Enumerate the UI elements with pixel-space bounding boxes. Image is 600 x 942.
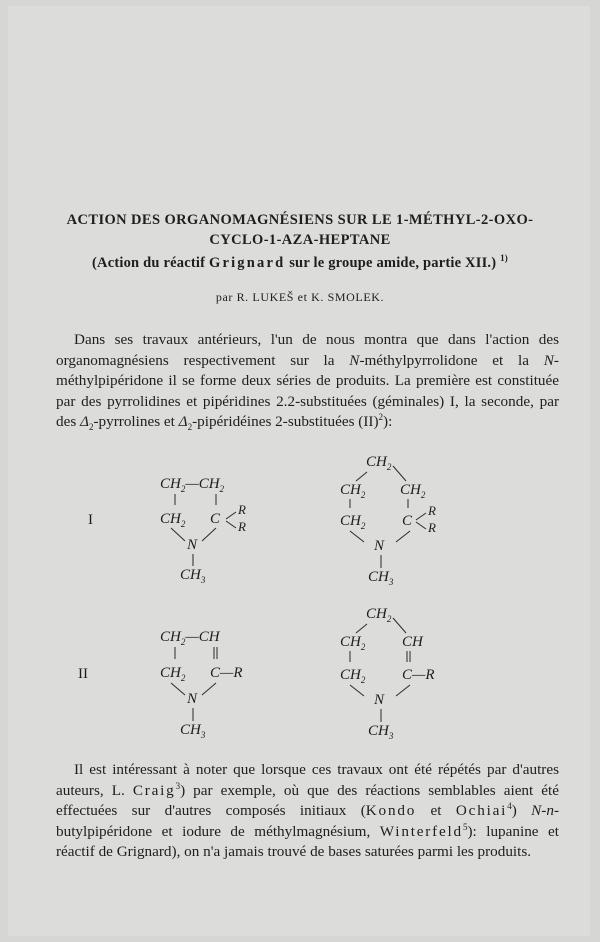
para1-delta2: Δ bbox=[178, 413, 188, 431]
II-left-n: N bbox=[187, 691, 198, 707]
title-grignard: Grignard bbox=[208, 255, 286, 271]
para1-text-a: Dans ses travaux antérieurs, l'un de nous montra que dans l'action des organomagnésiens respectivement sur la bbox=[56, 331, 559, 369]
I-left-n: N bbox=[187, 537, 198, 553]
I-right-c: C bbox=[402, 513, 413, 529]
para2-text-d: ) bbox=[511, 802, 532, 820]
I-right-ch2-c: $CH_2$ bbox=[340, 513, 366, 531]
I-left-r1: R bbox=[238, 502, 246, 517]
authors: par R. LUKEŠ et K. SMOLEK. bbox=[215, 290, 385, 304]
para1-delta1-sub: 2 bbox=[88, 422, 94, 433]
para2-text-a: Il est intéressant à noter que lorsque ces travaux ont été répétés par d'autres auteurs, L. bbox=[56, 761, 559, 799]
II-left-mid-ch2: $CH_2$ bbox=[160, 665, 186, 683]
II-left-ch3: $CH_3$ bbox=[180, 722, 206, 740]
title-line-2: CYCLO-1-AZA-HEPTANE bbox=[209, 232, 391, 248]
I-right-n: N bbox=[374, 538, 385, 554]
I-right-r2: R bbox=[428, 520, 436, 535]
para2-text-e: -butylpipéridone et iodure de méthylmagnésium, bbox=[56, 802, 559, 840]
formula-label-II: II bbox=[78, 666, 88, 682]
title-footnote-ref: 1) bbox=[500, 253, 508, 264]
II-right-ch2-c: $CH_2$ bbox=[340, 667, 366, 685]
para2-text-b: ) par exemple, où que des réactions semblables aient été effectuées sur d'autres composés initiaux ( bbox=[56, 781, 559, 820]
I-right-top: $CH_2$ bbox=[366, 454, 392, 472]
II-right-ch3: $CH_3$ bbox=[368, 723, 394, 741]
title-line-3-pre: (Action du réactif bbox=[92, 255, 209, 271]
para2-ref3: 3 bbox=[175, 780, 181, 791]
para1-text-c: -méthylpipéridone il se forme deux séries de produits. La première est constituée par des pyrrolidines et pipéridines 2.2-substituées (géminales) I, la seconde, par des bbox=[56, 351, 559, 431]
para2-ochiai: Ochiai bbox=[455, 802, 508, 820]
para2-craig: Craig bbox=[132, 781, 176, 799]
II-right-top: $CH_2$ bbox=[366, 606, 392, 624]
II-left-top: $CH_2—CH$ bbox=[160, 629, 220, 647]
formula-label-I: I bbox=[88, 512, 93, 528]
I-left-mid-c: C bbox=[210, 511, 221, 527]
I-left-top: $CH_2—CH_2$ bbox=[160, 476, 225, 494]
para2-ref4: 4 bbox=[507, 801, 512, 812]
para1-n2: N bbox=[543, 351, 554, 369]
II-right-ch2-a: $CH_2$ bbox=[340, 634, 366, 652]
II-right-ch: CH bbox=[402, 634, 423, 650]
para1-text-f: ): bbox=[383, 413, 393, 431]
I-right-ch3: $CH_3$ bbox=[368, 569, 394, 587]
para1-text-b: -méthylpyrrolidone et la bbox=[359, 351, 544, 369]
para2-nn: N-n bbox=[531, 802, 554, 820]
para2-winterfeld: Winterfeld bbox=[379, 822, 463, 840]
para1-ref: 2 bbox=[378, 412, 384, 423]
title-line-3-post: sur le groupe amide, partie XII.) bbox=[285, 255, 497, 271]
I-left-mid-ch2: $CH_2$ bbox=[160, 511, 186, 529]
II-right-cr: C—R bbox=[402, 667, 435, 683]
title-line-1: ACTION DES ORGANOMAGNÉSIENS SUR LE 1-MÉTHYL-2-OXO- bbox=[66, 212, 534, 228]
II-left-mid-cr: C—R bbox=[210, 665, 243, 681]
I-left-r2: R bbox=[238, 519, 246, 534]
I-right-r1: R bbox=[428, 503, 436, 518]
para1-delta1: Δ bbox=[80, 413, 89, 431]
I-right-ch2-b: $CH_2$ bbox=[400, 482, 426, 500]
para1-delta2-sub: 2 bbox=[187, 422, 193, 433]
para1-text-e: -pipéridéines 2-substituées (II) bbox=[192, 413, 379, 431]
para1-n1: N bbox=[349, 351, 360, 369]
para2-ref5: 5 bbox=[462, 821, 468, 832]
para2-text-c: et bbox=[416, 802, 456, 820]
para2-text-f: ): lupanine et réactif de Grignard), on n'a jamais trouvé de bases saturées parmi les produits. bbox=[56, 822, 559, 861]
para1-text-d: -pyrrolines et bbox=[93, 413, 179, 431]
I-right-ch2-a: $CH_2$ bbox=[340, 482, 366, 500]
I-left-ch3: $CH_3$ bbox=[180, 567, 206, 585]
paragraph-2 bbox=[56, 760, 559, 863]
para2-kondo: Kondo bbox=[365, 802, 417, 820]
II-right-n: N bbox=[374, 692, 385, 708]
